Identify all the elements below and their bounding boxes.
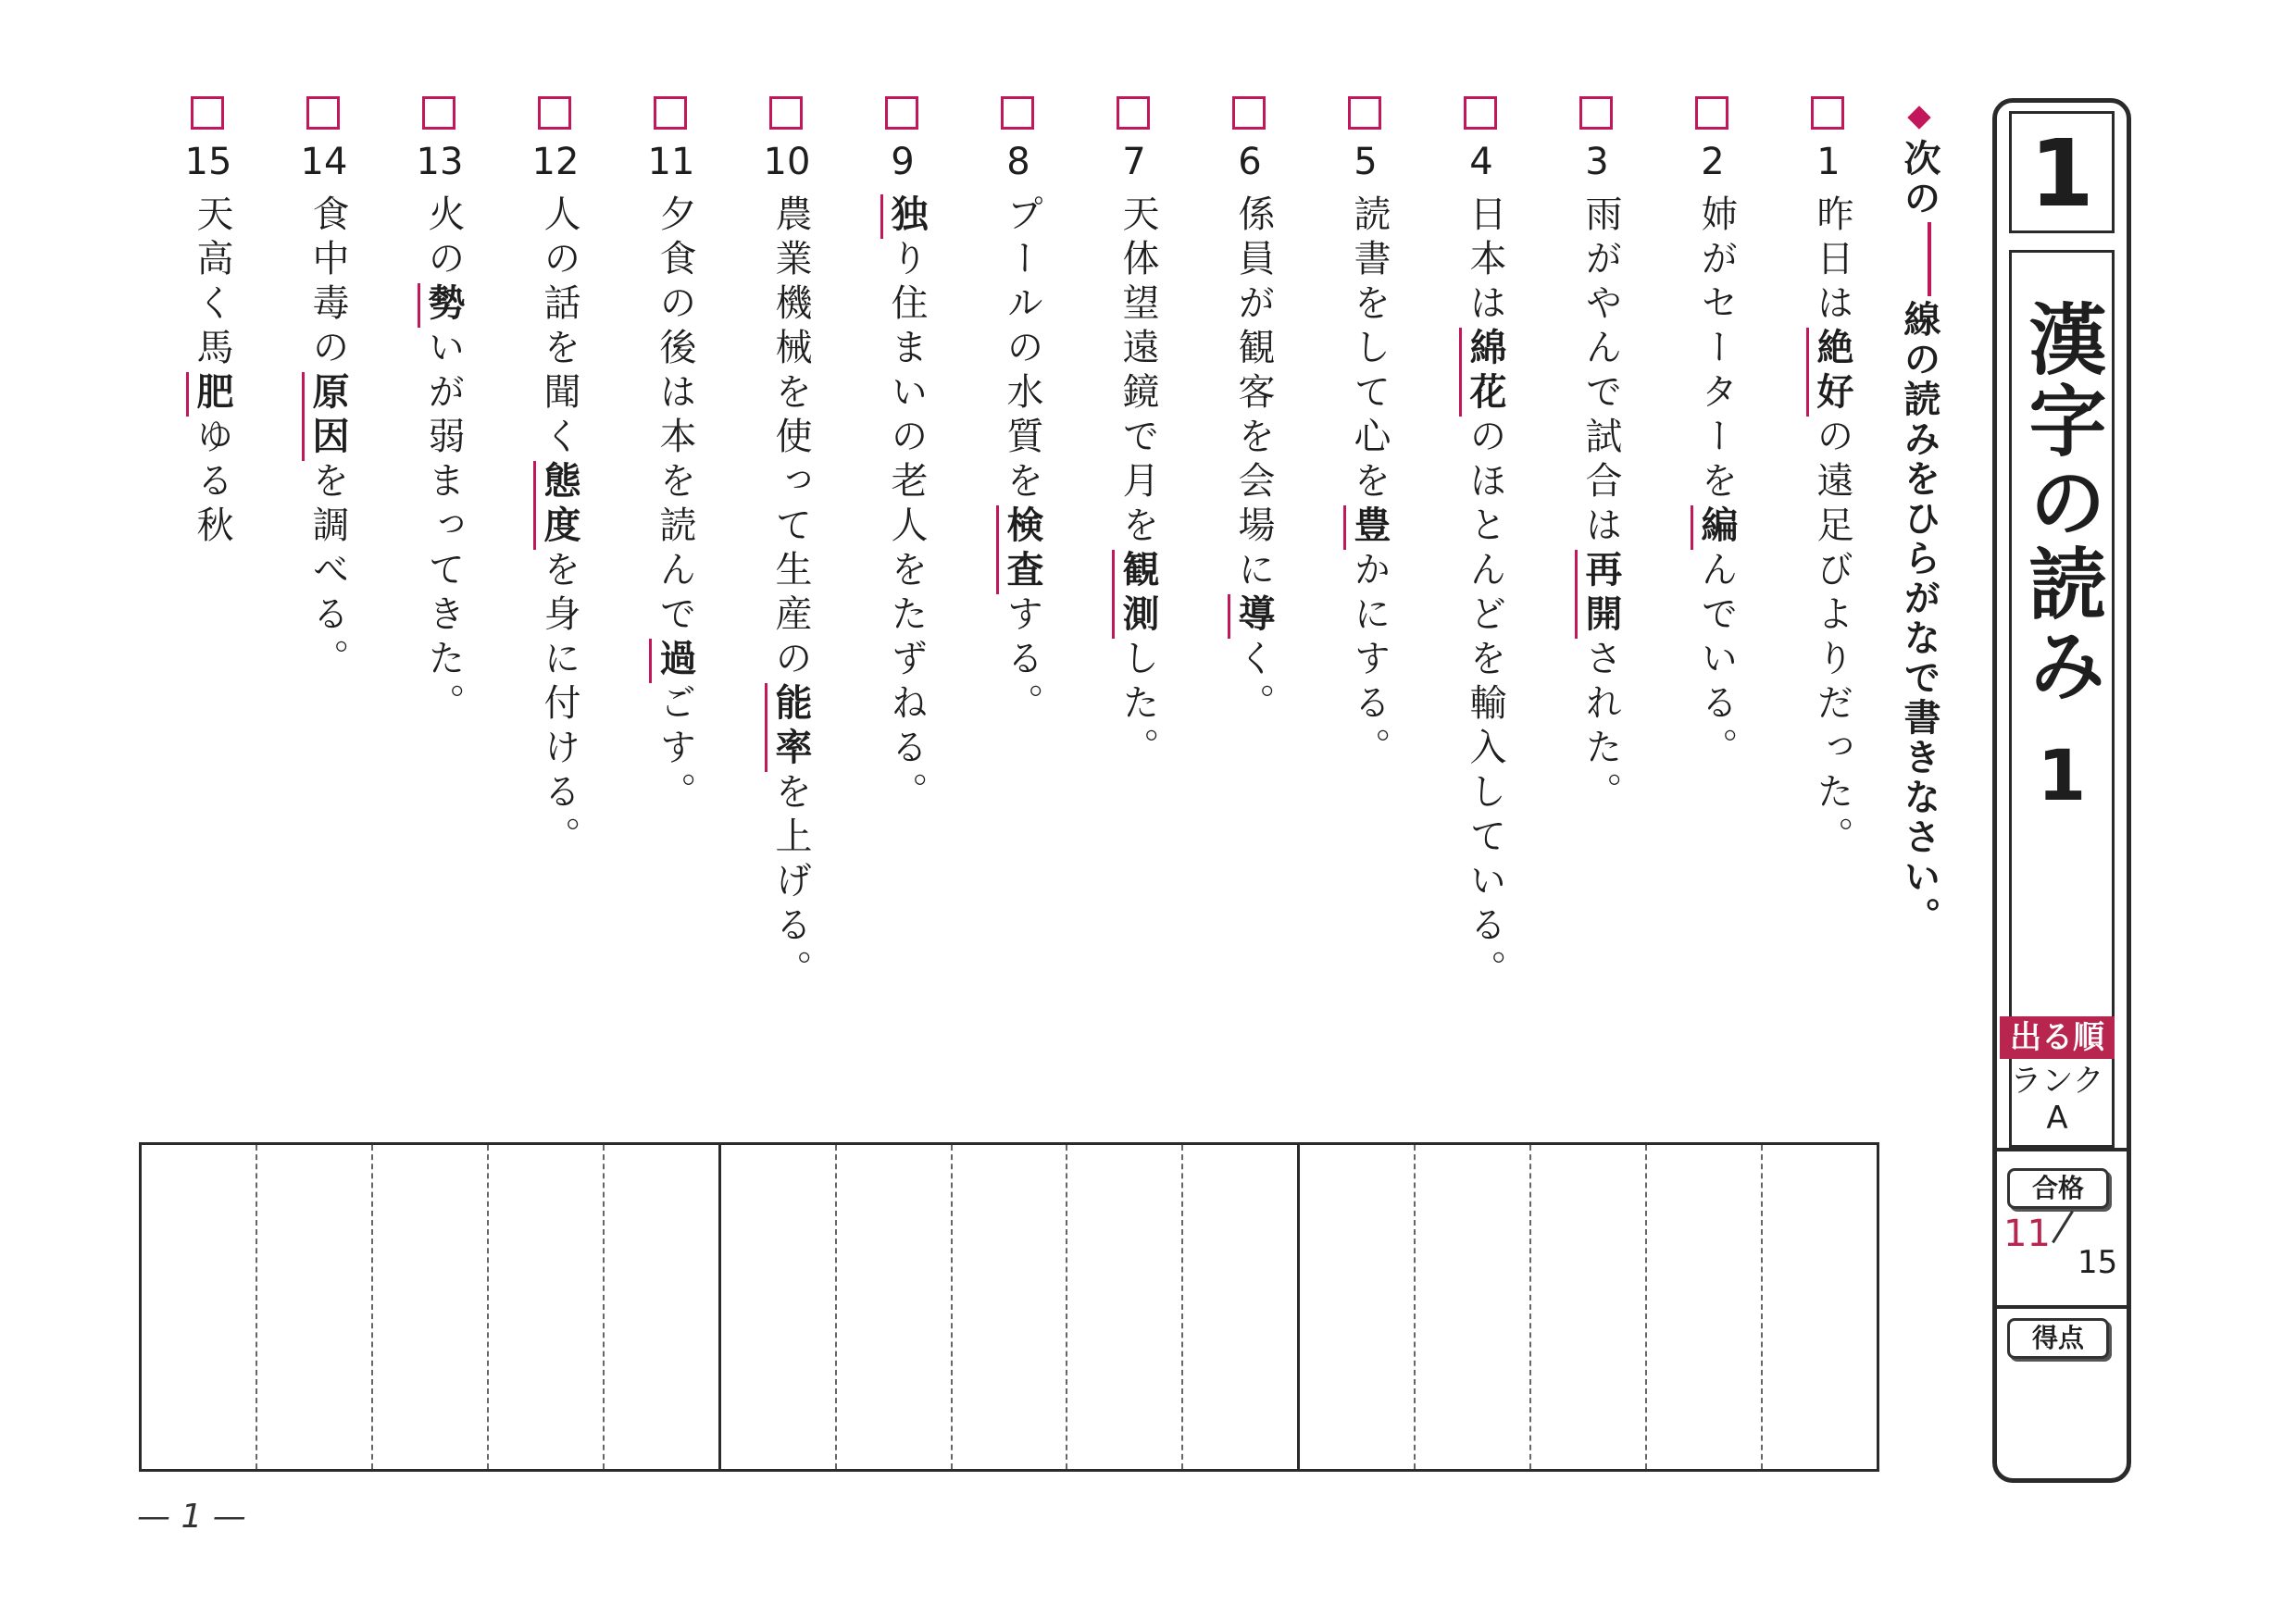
question-text [1117, 194, 1159, 772]
question-number: 11 [647, 141, 695, 183]
question-number: 6 [1238, 141, 1262, 183]
pass-badge: 合格 [2007, 1168, 2109, 1209]
question-text [538, 194, 580, 861]
question-text-pre: 天高く馬 [191, 194, 233, 372]
instruction-suffix: 線の読みをひらがなで書きなさい。 [1898, 300, 1940, 937]
question-text [1348, 194, 1391, 772]
question-text [422, 194, 465, 728]
rank-text [2000, 1063, 2115, 1137]
question-text-pre: 食中毒の [306, 194, 349, 372]
answer-cell[interactable] [142, 1145, 256, 1469]
question-text-post: いが弱まってきた。 [422, 328, 465, 728]
answer-cell[interactable] [1297, 1145, 1414, 1469]
question-text-post: した。 [1117, 639, 1159, 772]
question-item [1800, 96, 1857, 1022]
question-text-post: んでいる。 [1695, 550, 1738, 772]
question-item [1221, 96, 1279, 1022]
question-target-word: 独 [880, 194, 928, 239]
question-text [885, 194, 928, 816]
check-box[interactable] [1001, 96, 1034, 130]
check-box[interactable] [1117, 96, 1150, 130]
answer-cell[interactable] [1645, 1145, 1761, 1469]
question-item [758, 96, 816, 1022]
instruction-prefix: 次の [1898, 139, 1940, 218]
panel-divider [1992, 1148, 2131, 1151]
question-item [180, 96, 237, 1022]
pass-score: 11 [2003, 1213, 2051, 1255]
check-box[interactable] [1579, 96, 1613, 130]
question-text-post: く。 [1232, 639, 1275, 728]
check-box[interactable] [1695, 96, 1728, 130]
question-target-word: 編 [1691, 505, 1738, 550]
question-text-pre: 昨日は [1811, 194, 1853, 328]
question-target-word: 勢 [418, 283, 465, 328]
question-text [1811, 194, 1853, 861]
question-text-post: を身に付ける。 [538, 550, 580, 861]
question-text [1579, 194, 1622, 816]
instruction [1892, 139, 1946, 937]
question-item [1105, 96, 1163, 1022]
question-item [874, 96, 931, 1022]
question-item [1453, 96, 1510, 1022]
question-item [643, 96, 700, 1022]
question-text-pre: 日本は [1464, 194, 1506, 328]
question-number: 3 [1585, 141, 1609, 183]
question-text-pre: 火の [422, 194, 465, 283]
question-number: 8 [1006, 141, 1030, 183]
answer-cell[interactable] [603, 1145, 718, 1469]
question-target-word: 再開 [1575, 550, 1622, 639]
question-number: 10 [763, 141, 811, 183]
check-box[interactable] [538, 96, 571, 130]
lesson-subtitle: 1 [2037, 734, 2087, 816]
check-box[interactable] [885, 96, 918, 130]
answer-cell[interactable] [1761, 1145, 1877, 1469]
answer-cell[interactable] [1066, 1145, 1181, 1469]
question-text-post: ゆる秋 [191, 417, 233, 550]
question-item [990, 96, 1047, 1022]
question-number: 4 [1469, 141, 1493, 183]
answer-grid [139, 1142, 1879, 1472]
question-target-word: 綿花 [1459, 328, 1506, 417]
question-text [1001, 194, 1043, 728]
question-text [769, 194, 812, 994]
question-number: 5 [1354, 141, 1378, 183]
answer-cell[interactable] [835, 1145, 951, 1469]
question-text-post: のほとんどを輸入している。 [1464, 417, 1506, 994]
question-text-post: された。 [1579, 639, 1622, 816]
question-text-pre: プールの水質を [1001, 194, 1043, 505]
question-text-post: かにする。 [1348, 550, 1391, 772]
lesson-title-box [2009, 250, 2115, 1148]
panel-divider [1992, 1305, 2131, 1309]
check-box[interactable] [1464, 96, 1497, 130]
question-target-word: 態度 [533, 461, 580, 550]
answer-cell[interactable] [718, 1145, 835, 1469]
question-target-word: 能率 [765, 683, 812, 772]
question-text-pre: 姉がセーターを [1695, 194, 1738, 505]
question-text-post: の遠足びよりだった。 [1811, 417, 1853, 861]
page-number: — 1 — [137, 1498, 246, 1536]
question-text [306, 194, 349, 683]
question-number: 9 [891, 141, 915, 183]
question-text-post: り住まいの老人をたずねる。 [885, 239, 928, 816]
question-number: 12 [531, 141, 580, 183]
question-item [527, 96, 584, 1022]
check-box[interactable] [654, 96, 687, 130]
check-box[interactable] [1232, 96, 1266, 130]
question-text-pre: 雨がやんで試合は [1579, 194, 1622, 550]
question-text-pre: 読書をして心を [1348, 194, 1391, 505]
question-target-word: 原因 [302, 372, 349, 461]
question-item [295, 96, 353, 1022]
answer-cell[interactable] [951, 1145, 1067, 1469]
answer-cell[interactable] [1181, 1145, 1297, 1469]
rank-text-line2: A [2046, 1100, 2068, 1137]
question-item [1568, 96, 1626, 1022]
question-text-post: を調べる。 [306, 461, 349, 683]
rank-label: 出る順 [2000, 1016, 2115, 1059]
check-box[interactable] [1811, 96, 1844, 130]
underline-sample-icon [1928, 222, 1931, 296]
check-box[interactable] [191, 96, 224, 130]
question-target-word: 観測 [1112, 550, 1159, 639]
question-text-pre: 農業機械を使って生産の [769, 194, 812, 683]
question-target-word: 導 [1228, 594, 1275, 639]
question-text [1695, 194, 1738, 772]
question-number: 2 [1701, 141, 1725, 183]
question-item [411, 96, 468, 1022]
answer-cell[interactable] [371, 1145, 487, 1469]
question-number: 15 [184, 141, 232, 183]
question-number: 7 [1122, 141, 1146, 183]
question-text [1232, 194, 1275, 728]
check-box[interactable] [306, 96, 340, 130]
lesson-number: 1 [2029, 119, 2094, 228]
rank-text-line1: ランク [2010, 1063, 2104, 1100]
question-item [1337, 96, 1394, 1022]
check-box[interactable] [422, 96, 455, 130]
question-text-pre: 係員が観客を会場に [1232, 194, 1275, 594]
question-text-pre: 天体望遠鏡で月を [1117, 194, 1159, 550]
question-target-word: 肥 [186, 372, 233, 417]
check-box[interactable] [769, 96, 803, 130]
question-number: 14 [300, 141, 348, 183]
answer-cell[interactable] [1414, 1145, 1529, 1469]
lesson-number-box [2009, 111, 2115, 233]
pass-total: 15 [2078, 1244, 2118, 1281]
question-text [1464, 194, 1506, 994]
score-badge: 得点 [2007, 1318, 2109, 1359]
question-text-pre: 夕食の後は本を読んで [654, 194, 696, 639]
question-number: 13 [416, 141, 464, 183]
answer-cell[interactable] [487, 1145, 603, 1469]
diamond-icon [1907, 106, 1930, 129]
question-target-word: 検査 [996, 505, 1043, 594]
question-item [1684, 96, 1741, 1022]
question-number: 1 [1816, 141, 1841, 183]
lesson-title: 漢字の読み [2016, 299, 2107, 706]
question-text-pre: 人の話を聞く [538, 194, 580, 461]
question-text-post: する。 [1001, 594, 1043, 728]
answer-cell[interactable] [1529, 1145, 1645, 1469]
question-target-word: 絶好 [1806, 328, 1853, 417]
question-text-post: ごす。 [654, 683, 696, 816]
question-text [654, 194, 696, 816]
answer-cell[interactable] [256, 1145, 371, 1469]
question-text [191, 194, 233, 550]
check-box[interactable] [1348, 96, 1381, 130]
question-target-word: 豊 [1343, 505, 1391, 550]
question-target-word: 過 [649, 639, 696, 683]
question-text-post: を上げる。 [769, 772, 812, 994]
